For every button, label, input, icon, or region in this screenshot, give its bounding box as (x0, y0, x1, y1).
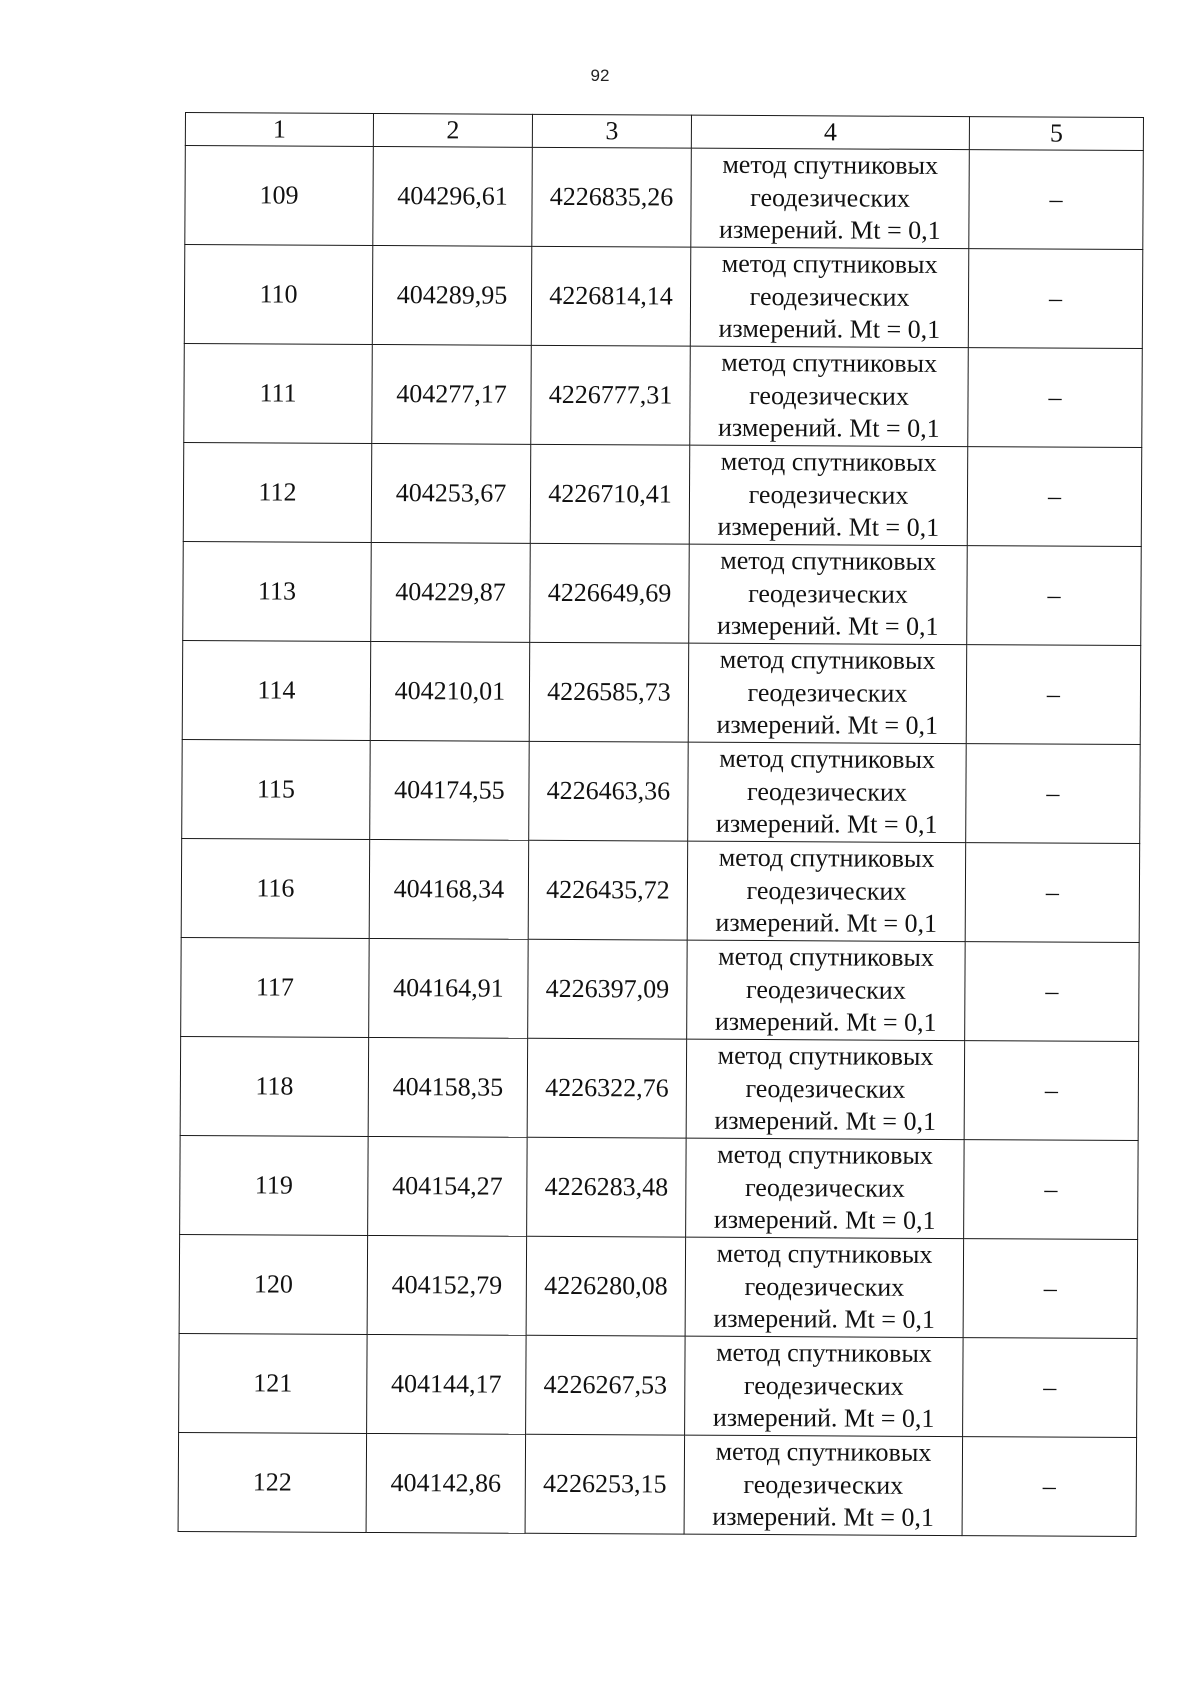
y-coordinate-cell: 4226397,09 (528, 939, 688, 1039)
header-cell-4: 4 (691, 115, 969, 149)
method-line: метод спутниковых (718, 843, 935, 874)
x-coordinate-cell: 404289,95 (372, 245, 532, 345)
note-cell: – (968, 348, 1143, 448)
y-coordinate-cell: 4226777,31 (531, 345, 691, 445)
table-row (180, 1135, 1139, 1239)
method-line: метод спутниковых (721, 348, 938, 379)
method-line: измерений. Mt = 0,1 (719, 215, 941, 246)
method-cell (686, 1039, 965, 1139)
method-line: геодезических (747, 776, 907, 807)
page-number: 92 (590, 66, 610, 85)
method-line: геодезических (748, 578, 908, 609)
point-number-cell: 114 (182, 640, 371, 740)
header-cell-5: 5 (969, 117, 1143, 151)
method-line: геодезических (745, 974, 906, 1005)
point-number-cell: 118 (180, 1036, 369, 1136)
point-number-cell: 113 (183, 541, 372, 641)
y-coordinate-cell: 4226253,15 (525, 1434, 685, 1534)
x-coordinate-cell: 404168,34 (369, 839, 529, 939)
x-coordinate-cell: 404164,91 (369, 938, 529, 1038)
header-cell-2: 2 (373, 113, 532, 147)
table-row (183, 442, 1142, 546)
method-line: геодезических (745, 1073, 906, 1104)
method-cell (689, 445, 968, 545)
table-row (184, 343, 1143, 447)
table-row (182, 640, 1141, 744)
method-cell (687, 940, 966, 1040)
method-cell (685, 1237, 964, 1337)
method-cell (684, 1435, 963, 1535)
y-coordinate-cell: 4226322,76 (527, 1038, 687, 1138)
y-coordinate-cell: 4226585,73 (529, 642, 689, 742)
note-cell: – (964, 1041, 1139, 1141)
method-cell (689, 544, 968, 644)
y-coordinate-cell: 4226463,36 (529, 741, 689, 841)
y-coordinate-cell: 4226710,41 (530, 444, 690, 544)
x-coordinate-cell: 404253,67 (371, 443, 531, 543)
table-row (185, 146, 1144, 250)
method-line: измерений. Mt = 0,1 (717, 413, 940, 444)
table-row (182, 739, 1141, 843)
method-cell (688, 643, 967, 743)
note-cell: – (964, 1140, 1139, 1240)
point-number-cell: 121 (179, 1333, 368, 1433)
table-row (178, 1432, 1137, 1536)
x-coordinate-cell: 404144,17 (367, 1334, 527, 1434)
x-coordinate-cell: 404229,87 (371, 542, 531, 642)
x-coordinate-cell: 404174,55 (370, 740, 530, 840)
y-coordinate-cell: 4226814,14 (531, 246, 691, 346)
method-line: измерений. Mt = 0,1 (712, 1502, 935, 1533)
method-line: метод спутниковых (717, 1140, 933, 1171)
method-line: измерений. Mt = 0,1 (718, 314, 941, 345)
table-row (184, 245, 1143, 349)
table-header-row (185, 113, 1143, 151)
method-cell (687, 841, 966, 941)
point-number-cell: 122 (178, 1432, 367, 1532)
note-cell: – (965, 843, 1140, 943)
method-line: метод спутниковых (716, 1338, 932, 1369)
note-cell: – (967, 546, 1142, 646)
point-number-cell: 120 (179, 1234, 368, 1334)
method-line: геодезических (749, 281, 910, 312)
y-coordinate-cell: 4226435,72 (528, 840, 688, 940)
point-number-cell: 117 (181, 937, 370, 1037)
table-row (181, 838, 1140, 942)
y-coordinate-cell: 4226267,53 (526, 1335, 686, 1435)
method-line: геодезических (743, 1370, 904, 1401)
method-line: измерений. Mt = 0,1 (713, 1304, 936, 1335)
method-line: геодезических (750, 182, 910, 213)
method-line: геодезических (748, 479, 909, 510)
note-cell: – (968, 249, 1143, 349)
method-line: метод спутниковых (720, 447, 937, 478)
x-coordinate-cell: 404154,27 (368, 1136, 528, 1236)
table-row (179, 1234, 1138, 1338)
point-number-cell: 115 (182, 739, 371, 839)
method-line: метод спутниковых (717, 1041, 934, 1072)
method-line: геодезических (744, 1172, 905, 1203)
note-cell: – (966, 645, 1141, 745)
method-line: измерений. Mt = 0,1 (712, 1403, 935, 1434)
method-line: измерений. Mt = 0,1 (715, 809, 938, 840)
note-cell: – (963, 1338, 1138, 1438)
x-coordinate-cell: 404158,35 (368, 1037, 528, 1137)
point-number-cell: 110 (184, 245, 373, 345)
method-line: геодезических (743, 1469, 904, 1500)
point-number-cell: 112 (183, 442, 372, 542)
method-cell (688, 742, 967, 842)
method-cell (685, 1336, 964, 1436)
method-line: метод спутниковых (719, 744, 936, 775)
method-line: измерений. Mt = 0,1 (715, 908, 938, 939)
x-coordinate-cell: 404210,01 (370, 641, 530, 741)
x-coordinate-cell: 404277,17 (372, 344, 532, 444)
y-coordinate-cell: 4226835,26 (532, 147, 692, 247)
method-line: геодезических (744, 1271, 905, 1302)
y-coordinate-cell: 4226280,08 (526, 1236, 686, 1336)
method-cell (691, 148, 970, 248)
method-line: метод спутниковых (716, 1239, 933, 1270)
method-line: измерений. Mt = 0,1 (714, 1106, 937, 1137)
note-cell: – (965, 942, 1140, 1042)
method-line: измерений. Mt = 0,1 (714, 1007, 937, 1038)
x-coordinate-cell: 404142,86 (366, 1433, 526, 1533)
point-number-cell: 119 (180, 1135, 369, 1235)
method-cell (690, 247, 969, 347)
note-cell: – (962, 1437, 1137, 1537)
method-line: метод спутниковых (719, 645, 936, 676)
point-number-cell: 116 (181, 838, 370, 938)
method-line: измерений. Mt = 0,1 (716, 611, 939, 642)
method-line: метод спутниковых (715, 1437, 932, 1468)
table-row (180, 1036, 1139, 1140)
point-number-cell: 109 (185, 146, 374, 246)
table-row (181, 937, 1140, 1041)
method-line: геодезических (746, 875, 907, 906)
table-row (183, 541, 1142, 645)
note-cell: – (966, 744, 1141, 844)
coordinates-table-container (178, 112, 1144, 1537)
x-coordinate-cell: 404296,61 (373, 146, 533, 246)
method-cell (690, 346, 969, 446)
note-cell: – (967, 447, 1142, 547)
method-line: метод спутниковых (721, 249, 938, 280)
header-cell-3: 3 (532, 114, 691, 148)
method-line: геодезических (749, 380, 909, 411)
method-line: измерений. Mt = 0,1 (713, 1205, 936, 1236)
table-row (179, 1333, 1138, 1437)
point-number-cell: 111 (184, 343, 373, 443)
y-coordinate-cell: 4226283,48 (527, 1137, 687, 1237)
x-coordinate-cell: 404152,79 (367, 1235, 527, 1335)
header-cell-1: 1 (185, 113, 373, 147)
note-cell: – (963, 1239, 1138, 1339)
method-line: метод спутниковых (718, 942, 935, 973)
y-coordinate-cell: 4226649,69 (530, 543, 690, 643)
method-line: измерений. Mt = 0,1 (717, 512, 940, 543)
method-line: измерений. Mt = 0,1 (716, 710, 939, 741)
note-cell: – (969, 150, 1144, 250)
method-line: метод спутниковых (720, 546, 937, 577)
method-line: геодезических (747, 677, 908, 708)
coordinates-table (178, 112, 1144, 1537)
method-line: метод спутниковых (722, 150, 939, 181)
table-body (178, 113, 1143, 1537)
method-cell (686, 1138, 965, 1238)
